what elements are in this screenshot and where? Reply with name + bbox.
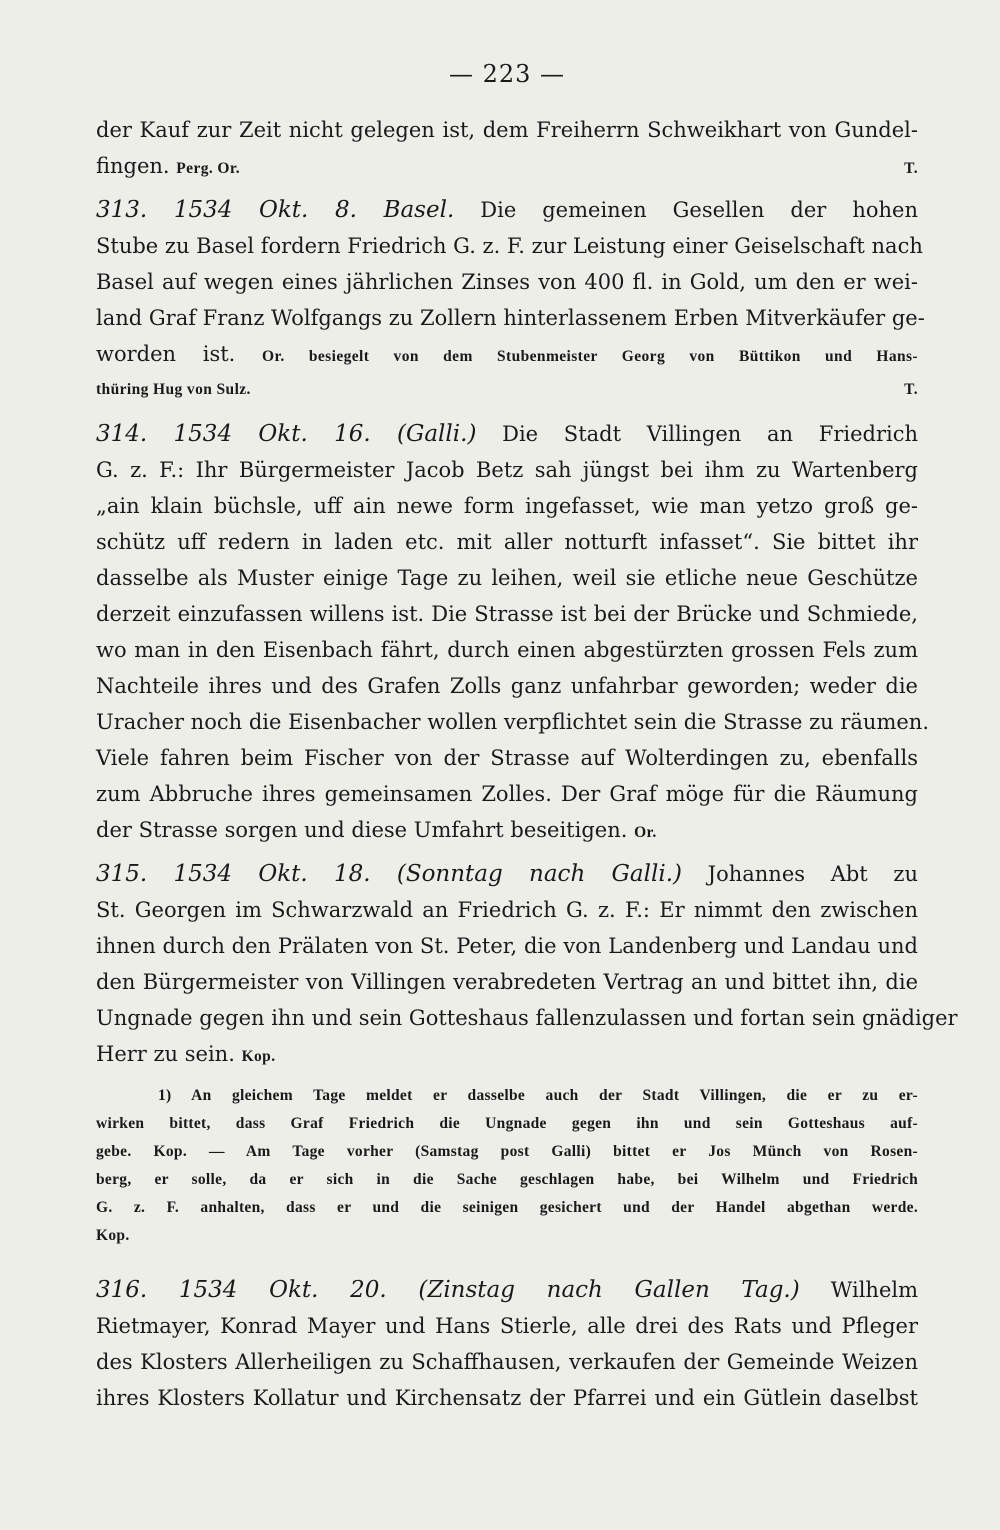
entry-313-text-end: worden ist. bbox=[96, 342, 236, 366]
footnote-line-6: Kop. bbox=[96, 1227, 130, 1244]
footnote-line-1: 1) An gleichem Tage meldet er dasselbe auch der Stadt Villingen, die er zu er- bbox=[158, 1087, 918, 1104]
intro-source: Perg. Or. bbox=[176, 160, 241, 177]
entry-313-line-6 bbox=[96, 372, 918, 408]
entry-314-text-start: Die Stadt Villingen an Friedrich bbox=[502, 422, 918, 446]
entry-314-text-end: der Strasse sorgen und diese Umfahrt beseitigen. bbox=[96, 818, 628, 842]
entry-313-archive-mark: T. bbox=[904, 381, 918, 398]
entry-314-line-5: dasselbe als Muster einige Tage zu leihen, weil sie etliche neue Geschütze bbox=[96, 566, 918, 590]
entry-313-line-5 bbox=[96, 336, 918, 372]
footnote-line-3: gebe. Kop. — Am Tage vorher (Samstag post Galli) bittet er Jos Münch von Rosen- bbox=[96, 1143, 918, 1160]
entry-316-heading: 316. 1534 Okt. 20. (Zinstag nach Gallen Tag.) bbox=[96, 1277, 800, 1303]
footnote-line-4: berg, er solle, da er sich in die Sache geschlagen habe, bei Wilhelm und Friedrich bbox=[96, 1171, 918, 1188]
entry-313-line-2: Stube zu Basel fordern Friedrich G. z. F. zur Leistung einer Geiselschaft nach bbox=[96, 234, 923, 258]
entry-314-line-12 bbox=[96, 812, 918, 848]
entry-313-text-start: Die gemeinen Gesellen der hohen bbox=[480, 198, 918, 222]
entry-315-line-3: ihnen durch den Prälaten von St. Peter, die von Landenberg und Landau und bbox=[96, 934, 918, 958]
entry-314-line-6: derzeit einzufassen willens ist. Die Strasse ist bei der Brücke und Schmiede, bbox=[96, 602, 918, 626]
intro-line-2 bbox=[96, 148, 918, 184]
entry-315-line-5: Ungnade gegen ihn und sein Gotteshaus fallenzulassen und fortan sein gnädiger bbox=[96, 1006, 958, 1030]
intro-text: fingen. bbox=[96, 154, 170, 178]
entry-316-text-start: Wilhelm bbox=[830, 1278, 918, 1302]
entry-314-source: Or. bbox=[634, 824, 657, 841]
entry-315-line-4: den Bürgermeister von Villingen verabredeten Vertrag an und bittet ihn, die bbox=[96, 970, 918, 994]
entry-314-line-11: zum Abbruche ihres gemeinsamen Zolles. Der Graf möge für die Räumung bbox=[96, 782, 918, 806]
entry-313-line-4: land Graf Franz Wolfgangs zu Zollern hinterlassenem Erben Mitverkäufer ge- bbox=[96, 306, 925, 330]
entry-314-line-9: Uracher noch die Eisenbacher wollen verpflichtet sein die Strasse zu räumen. bbox=[96, 710, 929, 734]
entry-315-text-end: Herr zu sein. bbox=[96, 1042, 235, 1066]
footnote-line-5: G. z. F. anhalten, dass er und die seinigen gesichert und der Handel abgethan werde. bbox=[96, 1199, 918, 1216]
entry-314-line-4: schütz uff redern in laden etc. mit aller notturft infasset“. Sie bittet ihr bbox=[96, 530, 918, 554]
intro-line-1: der Kauf zur Zeit nicht gelegen ist, dem Freiherrn Schweikhart von Gundel- bbox=[96, 118, 918, 142]
entry-314-line-7: wo man in den Eisenbach fährt, durch einen abgestürzten grossen Fels zum bbox=[96, 638, 918, 662]
footnote-line-2: wirken bittet, dass Graf Friedrich die Ungnade gegen ihn und sein Gotteshaus auf- bbox=[96, 1115, 918, 1132]
entry-315-line-6 bbox=[96, 1036, 918, 1072]
entry-313-line-1 bbox=[96, 192, 918, 228]
entry-315-text-start: Johannes Abt zu bbox=[707, 862, 918, 886]
entry-315-heading: 315. 1534 Okt. 18. (Sonntag nach Galli.) bbox=[96, 861, 682, 887]
entry-316-line-4: ihres Klosters Kollatur und Kirchensatz der Pfarrei und ein Gütlein daselbst bbox=[96, 1386, 918, 1410]
entry-314-line-10: Viele fahren beim Fischer von der Strasse auf Wolterdingen zu, ebenfalls bbox=[96, 746, 918, 770]
entry-316-line-2: Rietmayer, Konrad Mayer und Hans Stierle, alle drei des Rats und Pfleger bbox=[96, 1314, 918, 1338]
entry-313-source: Or. besiegelt von dem Stubenmeister Georg von Büttikon und Hans- bbox=[262, 348, 918, 365]
entry-313-line-3: Basel auf wegen eines jährlichen Zinses von 400 fl. in Gold, um den er wei- bbox=[96, 270, 918, 294]
intro-archive-mark: T. bbox=[904, 160, 918, 177]
entry-315-line-1 bbox=[96, 856, 918, 892]
document-page bbox=[96, 58, 958, 1416]
entry-314-line-8: Nachteile ihres und des Grafen Zolls ganz unfahrbar geworden; weder die bbox=[96, 674, 918, 698]
entry-314-line-3: „ain klain büchsle, uff ain newe form ingefasset, wie man yetzo groß ge- bbox=[96, 494, 918, 518]
entry-313-source-end: thüring Hug von Sulz. bbox=[96, 381, 251, 398]
entry-314-line-1 bbox=[96, 416, 918, 452]
entry-314-line-2: G. z. F.: Ihr Bürgermeister Jacob Betz sah jüngst bei ihm zu Wartenberg bbox=[96, 458, 918, 482]
entry-313-heading: 313. 1534 Okt. 8. Basel. bbox=[96, 197, 455, 223]
entry-315-source: Kop. bbox=[241, 1048, 276, 1065]
entry-314-heading: 314. 1534 Okt. 16. (Galli.) bbox=[96, 421, 477, 447]
entry-315-line-2: St. Georgen im Schwarzwald an Friedrich G. z. F.: Er nimmt den zwischen bbox=[96, 898, 918, 922]
footnote-block bbox=[96, 1082, 918, 1250]
entry-316-line-1 bbox=[96, 1272, 918, 1308]
entry-316-line-3: des Klosters Allerheiligen zu Schaffhausen, verkaufen der Gemeinde Weizen bbox=[96, 1350, 918, 1374]
page-number: — 223 — bbox=[448, 60, 566, 88]
